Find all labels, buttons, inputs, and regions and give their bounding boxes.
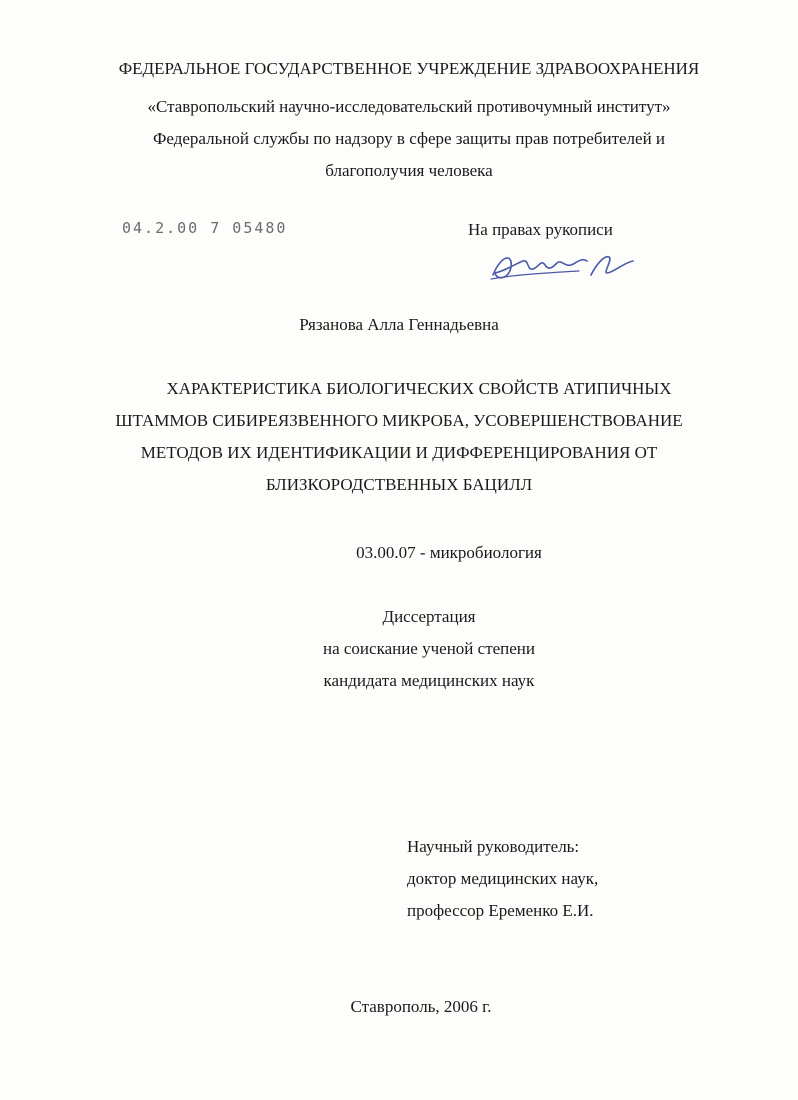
supervisor-line-1: Научный руководитель:: [407, 837, 580, 856]
thesis-title-line-4: БЛИЗКОРОДСТВЕННЫХ БАЦИЛЛ: [265, 475, 533, 494]
institution-header-line-2: «Ставропольский научно-исследовательский противочумный институт»: [147, 97, 671, 116]
specialty-code: 03.00.07 - микробиология: [356, 543, 542, 562]
thesis-title-line-1: ХАРАКТЕРИСТИКА БИОЛОГИЧЕСКИХ СВОЙСТВ АТИПИЧНЫХ: [166, 379, 672, 398]
archive-stamp-number: 04.2.00 7 05480: [122, 219, 288, 237]
supervisor-line-3: профессор Еременко Е.И.: [407, 901, 594, 920]
manuscript-note: На правах рукописи: [468, 220, 613, 239]
dissertation-line-1: Диссертация: [382, 607, 476, 626]
city-year-footer: Ставрополь, 2006 г.: [350, 997, 492, 1016]
supervisor-line-2: доктор медицинских наук,: [407, 869, 599, 888]
dissertation-line-3: кандидата медицинских наук: [323, 671, 535, 690]
author-name: Рязанова Алла Геннадьевна: [299, 315, 499, 334]
institution-header-line-1: ФЕДЕРАЛЬНОЕ ГОСУДАРСТВЕННОЕ УЧРЕЖДЕНИЕ ЗДРАВООХРАНЕНИЯ: [118, 59, 700, 78]
thesis-title-line-3: МЕТОДОВ ИХ ИДЕНТИФИКАЦИИ И ДИФФЕРЕНЦИРОВАНИЯ ОТ: [140, 443, 658, 462]
thesis-title-line-2: ШТАММОВ СИБИРЕЯЗВЕННОГО МИКРОБА, УСОВЕРШЕНСТВОВАНИЕ: [115, 411, 683, 430]
institution-header-line-4: благополучия человека: [325, 161, 493, 180]
institution-header-line-3: Федеральной службы по надзору в сфере защиты прав потребителей и: [152, 129, 666, 148]
dissertation-line-2: на соискание ученой степени: [322, 639, 536, 658]
signature-image: [483, 245, 643, 287]
